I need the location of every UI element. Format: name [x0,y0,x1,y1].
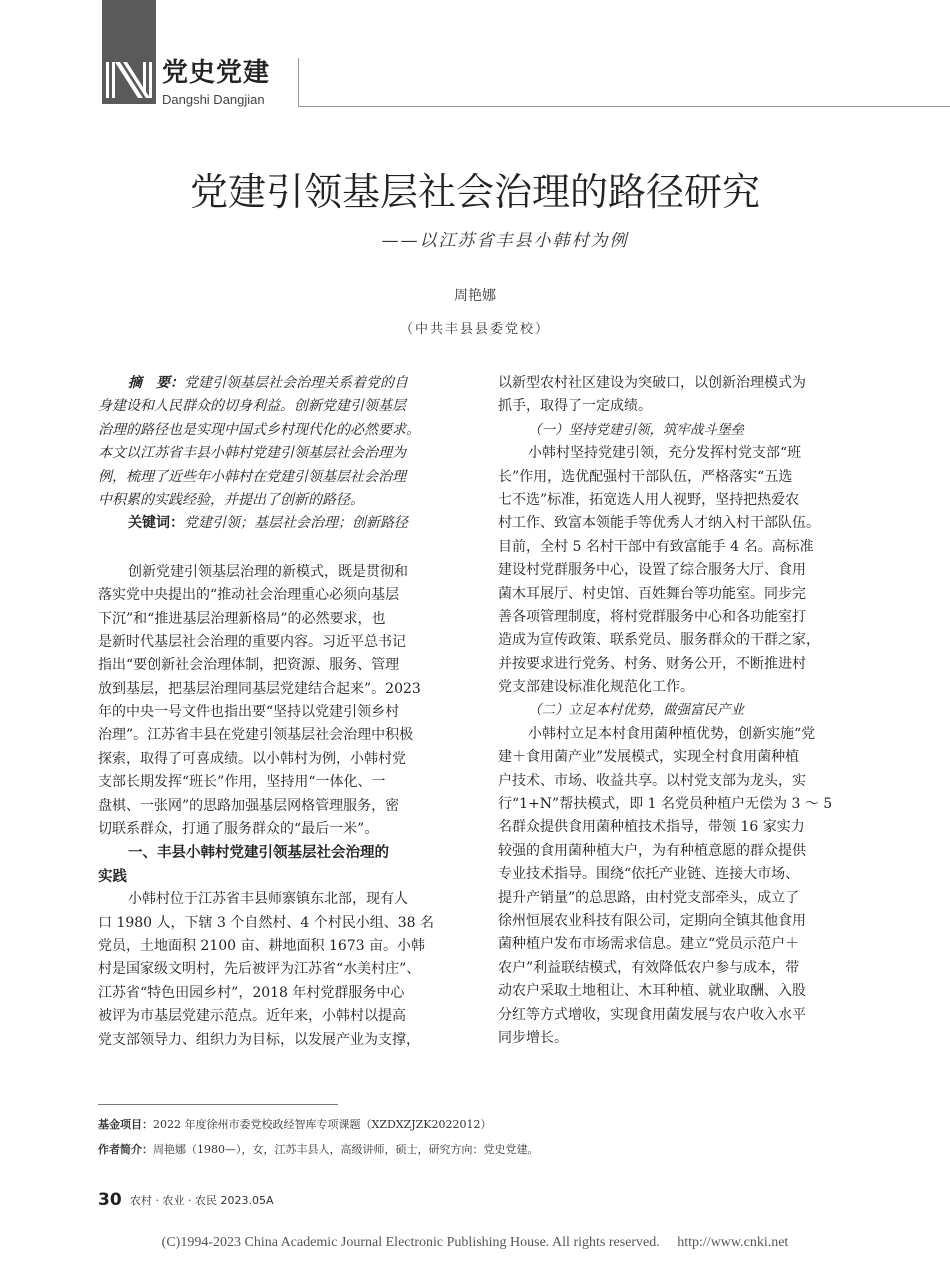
striped-n-logo-icon [102,0,156,104]
body-line: 抓手，取得了一定成绩。 [498,398,652,415]
abstract-first-line [98,372,458,395]
body-line: 提升产销量”的总思路，由村党支部牵头，成立了 [498,889,800,906]
abstract-line: 治理的路径也是实现中国式乡村现代化的必然要求。 [98,421,420,438]
body-line: 党支部建设标准化规范化工作。 [498,679,694,696]
body-line: 落实党中央提出的“推动社会治理重心必须向基层 [98,587,400,604]
header-divider [298,58,299,106]
body-line: 七不选”标准，拓宽选人用人视野，坚持把热爱农 [498,491,800,508]
body-line: 治理”。江苏省丰县在党建引领基层社会治理中积极 [98,727,414,744]
keywords-line [98,512,458,535]
body-line: 动农户采取土地租让、木耳种植、就业取酬、入股 [498,983,806,1000]
body-line: 小韩村位于江苏省丰县师寨镇东北部，现有人 [128,891,408,908]
body-line: 目前，全村 5 名村干部中有致富能手 4 名。高标准 [498,538,814,555]
body-line: 善各项管理制度，将村党群服务中心和各功能室打 [498,608,806,625]
body-line: 指出“要创新社会治理体制，把资源、服务、管理 [98,657,400,674]
fund-text: 2022 年度徐州市委党校政经智库专项课题（XZDXZJZK2022012） [153,1118,492,1131]
body-line: 同步增长。 [498,1029,568,1046]
section-logo [102,0,156,104]
body-line: 建设村党群服务中心，设置了综合服务大厅、食用 [498,562,806,579]
subsection-heading: （二）立足本村优势，做强富民产业 [528,702,744,719]
left-column [98,372,458,1052]
body-line: 切联系群众，打通了服务群众的“最后一米”。 [98,821,379,838]
body-line: 造成为宣传政策、联系党员、服务群众的干群之家， [498,632,820,649]
body-line: 小韩村立足本村食用菌种植优势，创新实施“党 [528,725,816,742]
body-line: 菌种植户发布市场需求信息。建立“党员示范户＋ [498,936,800,953]
body-line: 党支部领导力、组织力为目标，以发展产业为支撑， [98,1031,420,1048]
body-line: 徐州恒展农业科技有限公司，定期向全镇其他食用 [498,912,806,929]
abstract-line: 例，梳理了近些年小韩村在党建引领基层社会治理 [98,468,406,485]
body-line: 盘棋、一张网”的思路加强基层网格管理服务，密 [98,797,400,814]
body-line: 党员，土地面积 2100 亩、耕地面积 1673 亩。小韩 [98,937,426,954]
section-subtitle: Dangshi Dangjian [162,92,265,107]
body-line: 小韩村坚持党建引领，充分发挥村党支部“班 [528,445,802,462]
fund-note [98,1117,492,1133]
body-line: 以新型农村社区建设为突破口，以创新治理模式为 [498,375,806,391]
abstract-line: 中积累的实践经验，并提出了创新的路径。 [98,491,364,508]
body-line: 名群众提供食用菌种植技术指导，带领 16 家实力 [498,819,805,836]
section-heading: 一、丰县小韩村党建引领基层社会治理的 [128,844,389,862]
body-line: 年的中央一号文件也指出要“坚持以党建引领乡村 [98,704,400,721]
author-affiliation: （中共丰县县委党校） [399,322,550,337]
abstract-line: 本文以江苏省丰县小韩村党建引领基层社会治理为 [98,445,406,462]
section-heading-cont: 实践 [98,867,127,885]
article-subtitle: ——以江苏省丰县小韩村为例 [381,231,629,251]
fund-label: 基金项目： [98,1118,153,1131]
body-line: 支部长期发挥“班长”作用，坚持用“一体化、一 [98,774,386,791]
abstract-line: 身建设和人民群众的切身利益。创新党建引领基层 [98,398,406,415]
body-line: 并按要求进行党务、村务、财务公开，不断推进村 [498,655,806,672]
footnote-rule [98,1104,338,1105]
keywords-text: 党建引领；基层社会治理；创新路径 [184,515,408,532]
body-line: 建＋食用菌产业”发展模式，实现全村食用菌种植 [498,749,800,766]
body-line: 长”作用，选优配强村干部队伍，严格落实“五选 [498,468,793,485]
section-title: 党史党建 [162,58,271,88]
header-rule [298,106,950,107]
author-bio-note [98,1142,539,1158]
subsection-heading: （一）坚持党建引领，筑牢战斗堡垒 [528,421,744,438]
body-line: 江苏省“特色田园乡村”，2018 年村党群服务中心 [98,984,405,1001]
bio-text: 周艳娜（1980—），女，江苏丰县人，高级讲师，硕士，研究方向：党史党建。 [153,1143,539,1156]
body-line: 村工作、致富本领能手等优秀人才纳入村干部队伍。 [498,515,820,532]
copyright-watermark: (C)1994-2023 China Academic Journal Electronic Publishing House. All rights reserved. http://www.cnki.net [161,1235,789,1250]
journal-info: 农村 · 农业 · 农民 2023.05A [130,1194,274,1207]
body-line: 下沉”和“推进基层治理新格局”的必然要求，也 [98,610,386,627]
body-line: 是新时代基层社会治理的重要内容。习近平总书记 [98,633,406,650]
body-line: 放到基层，把基层治理同基层党建结合起来”。2023 [98,680,421,697]
body-line: 行“1+N”帮扶模式，即 1 名党员种植户无偿为 3 ～ 5 [498,796,833,813]
body-line: 分红等方式增收，实现食用菌发展与农户收入水平 [498,1006,806,1023]
body-line: 探索，取得了可喜成绩。以小韩村为例，小韩村党 [98,750,406,767]
keywords-label: 关键词： [128,515,184,532]
article-title: 党建引领基层社会治理的路径研究 [189,170,760,214]
body-line: 户技术、市场、收益共享。以村党支部为龙头，实 [498,772,806,789]
abstract-label: 摘 要： [128,375,184,391]
right-column [498,372,854,1050]
body-line: 口 1980 人，下辖 3 个自然村、4 个村民小组、38 名 [98,914,434,931]
page-number: 30 [98,1190,122,1210]
spacer [98,536,458,561]
bio-label: 作者简介： [98,1143,153,1156]
body-line: 农户”利益联结模式，有效降低农户参与成本，带 [498,959,800,976]
body-line: 专业技术指导。围绕“依托产业链、连接大市场、 [498,866,800,883]
body-line: 较强的食用菌种植大户，为有种植意愿的群众提供 [498,842,806,859]
author-name: 周艳娜 [454,288,496,304]
abstract-text: 党建引领基层社会治理关系着党的自 [184,375,408,391]
body-line: 创新党建引领基层治理的新模式，既是贯彻和 [128,563,408,580]
body-line: 被评为市基层党建示范点。近年来，小韩村以提高 [98,1008,406,1025]
body-line: 村是国家级文明村，先后被评为江苏省“水美村庄”、 [98,961,421,978]
body-line: 菌木耳展厅、村史馆、百姓舞台等功能室。同步完 [498,585,806,602]
